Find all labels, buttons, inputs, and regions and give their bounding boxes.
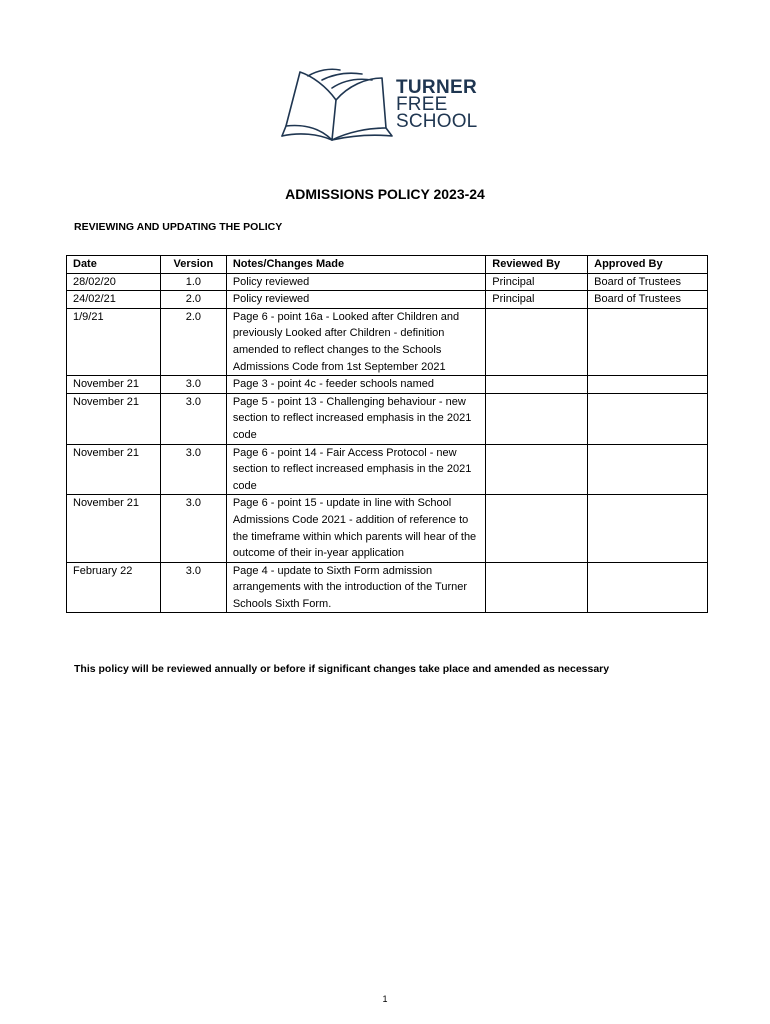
table-row bbox=[67, 393, 708, 444]
logo-line-3: SCHOOL bbox=[396, 111, 478, 132]
cell-date: November 21 bbox=[67, 495, 161, 562]
cell-reviewed-by bbox=[486, 393, 588, 444]
school-logo bbox=[278, 66, 493, 142]
header-notes: Notes/Changes Made bbox=[226, 256, 485, 274]
cell-date: 1/9/21 bbox=[67, 308, 161, 375]
cell-notes: Page 4 - update to Sixth Form admission arrangements with the introduction of the Turner Schools Sixth Form. bbox=[226, 562, 485, 613]
review-note: This policy will be reviewed annually or before if significant changes take place and amended as necessary bbox=[74, 663, 610, 675]
cell-date: November 21 bbox=[67, 376, 161, 394]
cell-approved-by bbox=[588, 495, 708, 562]
cell-version: 3.0 bbox=[160, 562, 226, 613]
cell-date: February 22 bbox=[67, 562, 161, 613]
cell-approved-by: Board of Trustees bbox=[588, 291, 708, 309]
cell-date: November 21 bbox=[67, 393, 161, 444]
cell-reviewed-by bbox=[486, 562, 588, 613]
cell-approved-by bbox=[588, 444, 708, 495]
cell-version: 3.0 bbox=[160, 495, 226, 562]
cell-reviewed-by bbox=[486, 495, 588, 562]
cell-version: 3.0 bbox=[160, 393, 226, 444]
cell-approved-by bbox=[588, 562, 708, 613]
cell-version: 2.0 bbox=[160, 308, 226, 375]
cell-notes: Page 5 - point 13 - Challenging behaviour - new section to reflect increased emphasis in the 2021 code bbox=[226, 393, 485, 444]
cell-approved-by bbox=[588, 393, 708, 444]
cell-version: 3.0 bbox=[160, 376, 226, 394]
cell-version: 1.0 bbox=[160, 273, 226, 291]
cell-reviewed-by: Principal bbox=[486, 291, 588, 309]
table-row bbox=[67, 308, 708, 375]
logo-wordmark bbox=[396, 79, 477, 130]
header-version: Version bbox=[160, 256, 226, 274]
table-row bbox=[67, 291, 708, 309]
cell-approved-by: Board of Trustees bbox=[588, 273, 708, 291]
cell-date: November 21 bbox=[67, 444, 161, 495]
document-title: ADMISSIONS POLICY 2023-24 bbox=[285, 186, 485, 202]
open-book-icon bbox=[278, 66, 400, 142]
page-number: 1 bbox=[382, 994, 388, 1004]
table-header-row bbox=[67, 256, 708, 274]
cell-notes: Policy reviewed bbox=[226, 291, 485, 309]
cell-notes: Page 6 - point 16a - Looked after Children and previously Looked after Children - definition amended to reflect changes to the Schools Admissions Code from 1st September 2021 bbox=[226, 308, 485, 375]
logo-line-1: TURNER bbox=[396, 77, 477, 98]
cell-date: 24/02/21 bbox=[67, 291, 161, 309]
cell-reviewed-by: Principal bbox=[486, 273, 588, 291]
cell-approved-by bbox=[588, 308, 708, 375]
table-row bbox=[67, 376, 708, 394]
cell-notes: Page 6 - point 15 - update in line with School Admissions Code 2021 - addition of reference to the timeframe within which parents will hear of the outcome of their in-year application bbox=[226, 495, 485, 562]
cell-reviewed-by bbox=[486, 444, 588, 495]
cell-date: 28/02/20 bbox=[67, 273, 161, 291]
cell-approved-by bbox=[588, 376, 708, 394]
cell-reviewed-by bbox=[486, 308, 588, 375]
cell-reviewed-by bbox=[486, 376, 588, 394]
section-heading: REVIEWING AND UPDATING THE POLICY bbox=[74, 221, 283, 233]
cell-notes: Page 6 - point 14 - Fair Access Protocol - new section to reflect increased emphasis in the 2021 code bbox=[226, 444, 485, 495]
table-row bbox=[67, 495, 708, 562]
table-row bbox=[67, 562, 708, 613]
cell-version: 2.0 bbox=[160, 291, 226, 309]
header-approved-by: Approved By bbox=[588, 256, 708, 274]
cell-notes: Policy reviewed bbox=[226, 273, 485, 291]
logo-line-2: FREE bbox=[396, 94, 448, 115]
table-row bbox=[67, 273, 708, 291]
table-row bbox=[67, 444, 708, 495]
cell-notes: Page 3 - point 4c - feeder schools named bbox=[226, 376, 485, 394]
header-reviewed-by: Reviewed By bbox=[486, 256, 588, 274]
revision-history-table bbox=[66, 255, 708, 613]
cell-version: 3.0 bbox=[160, 444, 226, 495]
header-date: Date bbox=[67, 256, 161, 274]
